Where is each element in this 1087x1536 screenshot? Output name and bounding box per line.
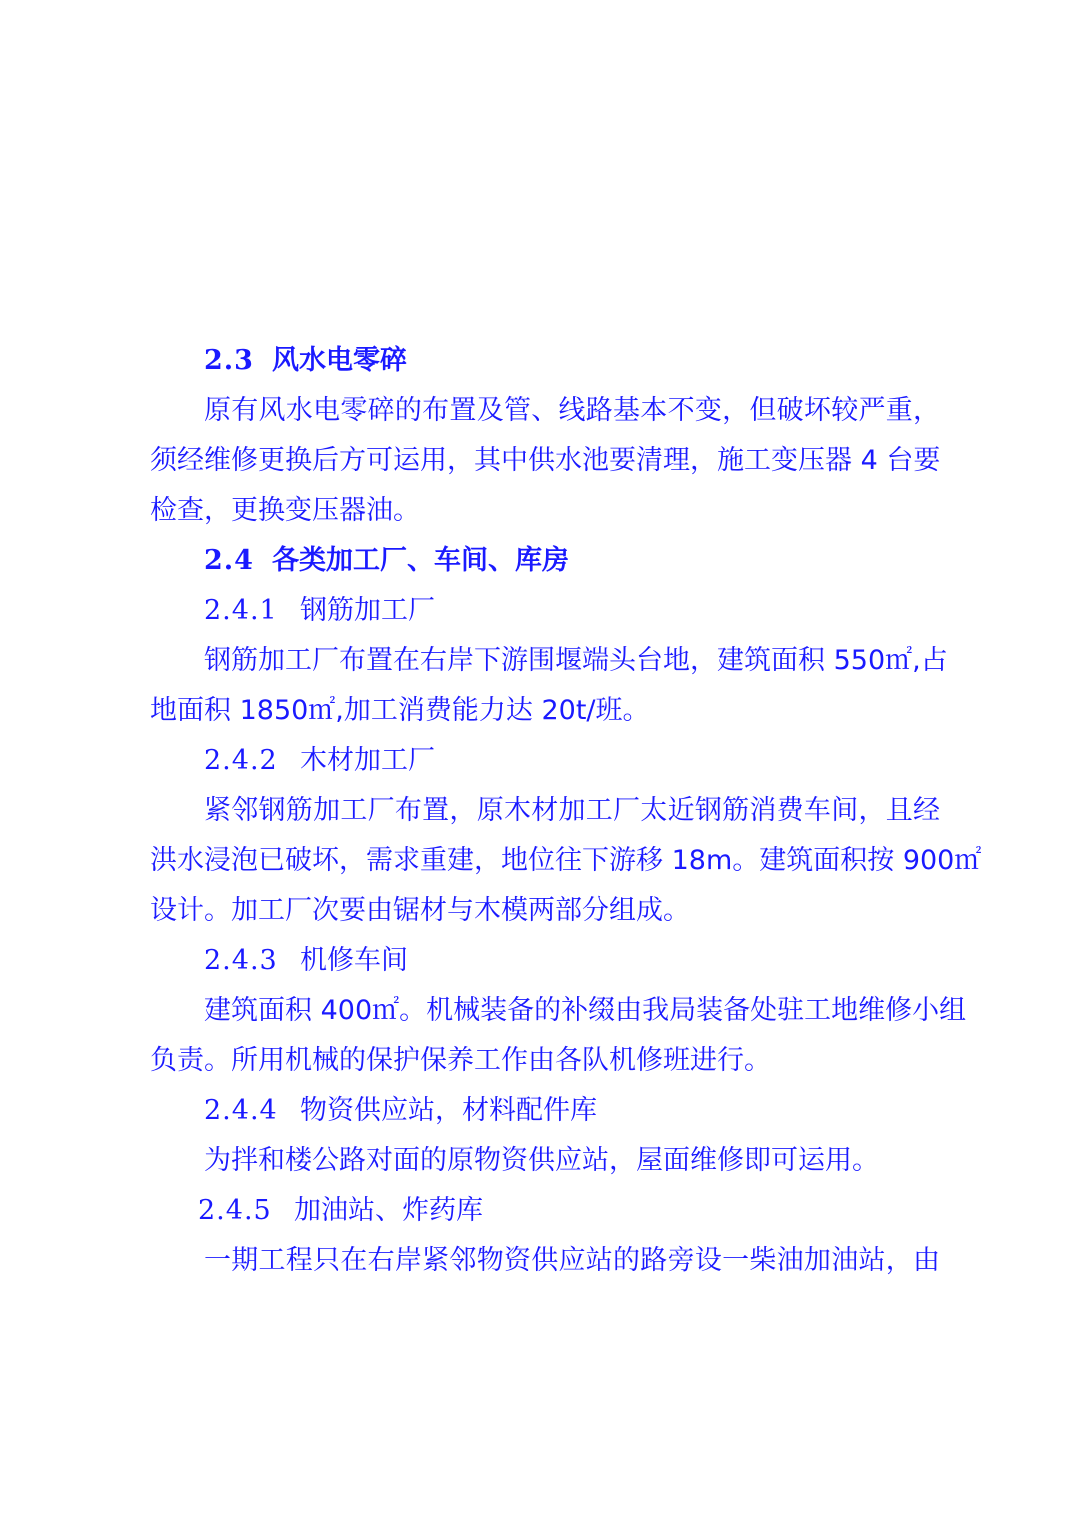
- paragraph-line: 设计。加工厂次要由锯材与木模两部分组成。: [150, 895, 690, 926]
- heading-2-4-1: [204, 593, 994, 629]
- section-title: 机修车间: [300, 945, 408, 976]
- heading-2-4: [204, 543, 994, 579]
- heading-2-4-4: [204, 1093, 994, 1129]
- section-title: 加油站、炸药库: [294, 1195, 483, 1226]
- paragraph-line: 负责。所用机械的保护保养工作由各队机修班进行。: [150, 1045, 771, 1076]
- paragraph-line: 洪水浸泡已破坏，需求重建，地位往下游移 18m。建筑面积按 900㎡: [150, 845, 982, 876]
- section-number: 2.4.4: [204, 1095, 278, 1126]
- paragraph-line: 为拌和楼公路对面的原物资供应站，屋面维修即可运用。: [204, 1145, 879, 1176]
- section-number: 2.4.5: [198, 1195, 272, 1226]
- section-title: 风水电零碎: [272, 345, 407, 376]
- paragraph-line: 紧邻钢筋加工厂布置，原木材加工厂太近钢筋消费车间，且经: [204, 795, 940, 826]
- heading-2-4-3: [204, 943, 994, 979]
- paragraph-line: 地面积 1850㎡,加工消费能力达 20t/班。: [150, 695, 650, 726]
- paragraph-line: 钢筋加工厂布置在右岸下游围堰端头台地，建筑面积 550㎡,占: [204, 645, 948, 676]
- section-number: 2.4.1: [204, 595, 278, 626]
- heading-2-4-5: [198, 1193, 988, 1229]
- heading-2-4-2: [204, 743, 994, 779]
- heading-2-3: [204, 343, 994, 379]
- section-title: 木材加工厂: [300, 745, 435, 776]
- section-title: 各类加工厂、车间、库房: [272, 545, 569, 576]
- paragraph-line: 检查，更换变压器油。: [150, 495, 420, 526]
- paragraph-line: 原有风水电零碎的布置及管、线路基本不变，但破坏较严重，: [204, 395, 940, 426]
- section-number: 2.3: [204, 345, 254, 376]
- section-title: 物资供应站，材料配件库: [300, 1095, 597, 1126]
- section-number: 2.4.2: [204, 745, 278, 776]
- section-title: 钢筋加工厂: [300, 595, 435, 626]
- paragraph-line: 一期工程只在右岸紧邻物资供应站的路旁设一柴油加油站，由: [204, 1245, 940, 1276]
- section-number: 2.4.3: [204, 945, 278, 976]
- paragraph-line: 建筑面积 400㎡。机械装备的补缀由我局装备处驻工地维修小组: [204, 995, 967, 1026]
- section-number: 2.4: [204, 545, 254, 576]
- paragraph-line: 须经维修更换后方可运用，其中供水池要清理，施工变压器 4 台要: [150, 445, 941, 476]
